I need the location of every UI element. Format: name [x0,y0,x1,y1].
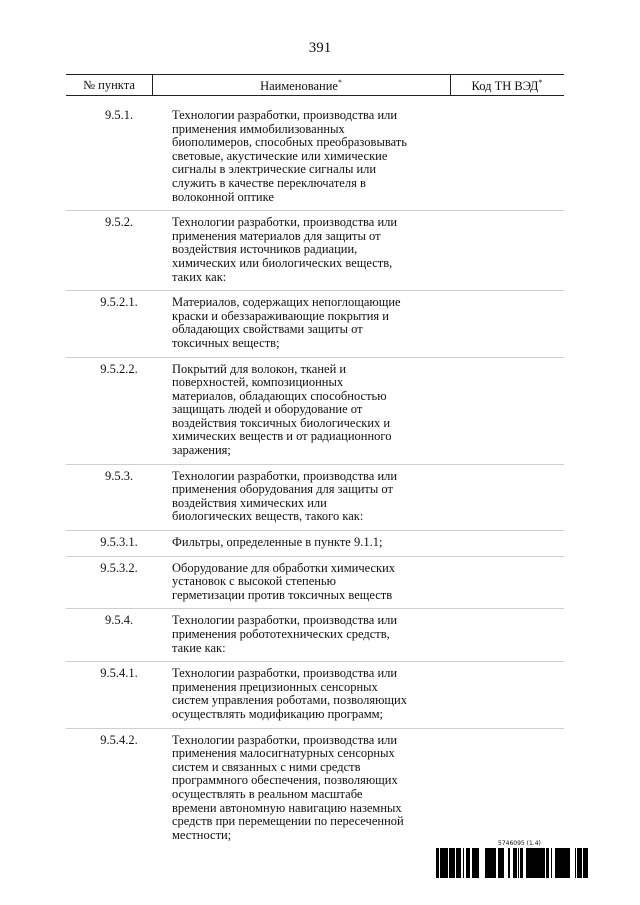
barcode-bar [508,848,509,878]
item-number: 9.5.3.1. [100,535,138,550]
header-code-footnote-mark: * [538,78,543,87]
table-row [66,556,564,609]
barcode-bar [565,848,567,878]
item-text: Технологии разработки, производства или применения материалов для защиты от воздействия источников радиации, химических или биологических веществ, таких как: [172,215,398,284]
barcode-block [436,840,588,878]
barcode-bar [442,848,444,878]
item-number: 9.5.4.1. [100,666,138,681]
header-name-footnote-mark: * [337,78,342,87]
barcode-bar [440,848,442,878]
barcode-bar [476,848,477,878]
barcode-bar [537,848,538,878]
item-number: 9.5.4.2. [100,732,138,747]
item-text: Оборудование для обработки химических установок с высокой степенью герметизации против токсичных веществ [172,560,396,602]
barcode-bar [463,848,464,878]
item-text: Технологии разработки, производства или применения оборудования для защиты от воздействия химических или биологических веществ, такого как: [172,468,398,524]
barcode-bar [580,848,581,878]
barcode-bar [487,848,488,878]
barcode-bar [526,848,528,878]
table-row [66,661,564,727]
barcode-bar [447,848,448,878]
barcode-bar [532,848,533,878]
item-number: 9.5.2.1. [100,295,138,310]
item-number: 9.5.1. [104,108,134,122]
barcode-bar [513,848,514,878]
barcode-bar [498,848,500,878]
page-number: 391 [308,40,332,56]
barcode-bar [534,848,537,878]
barcode-bar [557,848,560,878]
barcode-bar [456,848,457,878]
item-text: Технологии разработки, производства или применения иммобилизованных биополимеров, способных преобразовывать световые, акустические или химические сигналы в электрические сигналы или служить в качестве переключателя в волоконной оптике [172,108,407,204]
barcode-bar [509,848,510,878]
barcode-bar [531,848,532,878]
item-text: Покрытий для волокон, тканей и поверхностей, композиционных материалов, обладающих способностью защищать людей и оборудование от воздействия токсичных биологических и химических веществ и от радиационного заражения; [172,361,392,458]
table-row [66,290,564,356]
item-text: Технологии разработки, производства или применения робототехнических средств, такие как: [172,613,398,655]
barcode-bar [581,848,582,878]
barcode-bar [466,848,468,878]
barcode-bar [561,848,563,878]
barcode-bar [453,848,455,878]
header-name-column [152,78,450,94]
item-text: Технологии разработки, производства или применения прецизионных сенсорных систем управления роботами, позволяющих осуществлять модификацию программ; [172,666,407,721]
barcode-bar [468,848,469,878]
barcode-bar [437,848,438,878]
barcode-bar [560,848,561,878]
item-number: 9.5.3.2. [100,560,138,575]
barcode-bar [522,848,523,878]
table-header [66,74,564,96]
barcode-bar [528,848,529,878]
barcode-bar [473,848,474,878]
barcode-bar [469,848,470,878]
barcode-bar [451,848,453,878]
barcode-bar [474,848,476,878]
barcode-bar [546,848,549,878]
item-text: Материалов, содержащих непоглощающие краски и обеззараживающие покрытия и обладающих свойствами защиты от токсичных веществ; [172,295,401,350]
barcode-bar [516,848,517,878]
barcode-bar [472,848,473,878]
barcode-label: 5746095 (1.4) [498,840,541,847]
barcode-bar [494,848,496,878]
item-number: 9.5.2. [104,215,134,230]
barcode-bar [520,848,521,878]
barcode-bar [521,848,522,878]
header-name-label: Наименование [260,79,338,94]
barcode-bar [438,848,439,878]
barcode-bar [584,848,586,878]
barcode-bar [551,848,552,878]
barcode-bar [518,848,519,878]
barcode-bar [500,848,503,878]
table-row [66,464,564,530]
barcode-bar [492,848,494,878]
barcode-bar [575,848,576,878]
barcode-bar [579,848,580,878]
barcode-bar [449,848,451,878]
table-row [66,210,564,290]
barcode-bar [567,848,569,878]
barcode-bar [515,848,516,878]
item-text: Технологии разработки, производства или применения малосигнатурных сенсорных систем и связанных с ними средств программного обеспечения, позволяющих осуществлять в реальном масштабе времени автономную навигацию наземных средств при перемещении по пересеченной местности; [172,732,404,842]
barcode-bar [529,848,531,878]
item-number: 9.5.4. [104,613,134,628]
barcode-bar [489,848,492,878]
barcode-bar [587,848,588,878]
table-row [66,357,564,464]
table-row [66,530,564,556]
barcode-bar [586,848,587,878]
barcode-bar [485,848,487,878]
barcode-bar [514,848,515,878]
item-text: Фильтры, определенные в пункте 9.1.1; [172,535,383,550]
header-code-column [450,78,564,94]
table-row [66,104,564,210]
barcode-icon [436,848,588,878]
barcode-bar [563,848,565,878]
header-code-label: Код ТН ВЭД [471,79,539,94]
item-number: 9.5.3. [104,468,134,483]
barcode-bar [459,848,461,878]
barcode-bar [542,848,545,878]
header-number-column: № пункта [83,78,135,92]
barcode-bar [540,848,542,878]
barcode-bar [503,848,504,878]
table-body [66,104,564,848]
barcode-bar [477,848,479,878]
barcode-bar [436,848,437,878]
item-number: 9.5.2.2. [100,361,138,376]
barcode-bar [577,848,579,878]
table-row [66,728,564,849]
barcode-bar [538,848,540,878]
barcode-bar [555,848,557,878]
barcode-bar [444,848,445,878]
barcode-bar [488,848,489,878]
barcode-bar [569,848,570,878]
barcode-bar [533,848,534,878]
barcode-bar [583,848,584,878]
barcode-bar [457,848,459,878]
table-row [66,608,564,661]
barcode-bar [445,848,447,878]
